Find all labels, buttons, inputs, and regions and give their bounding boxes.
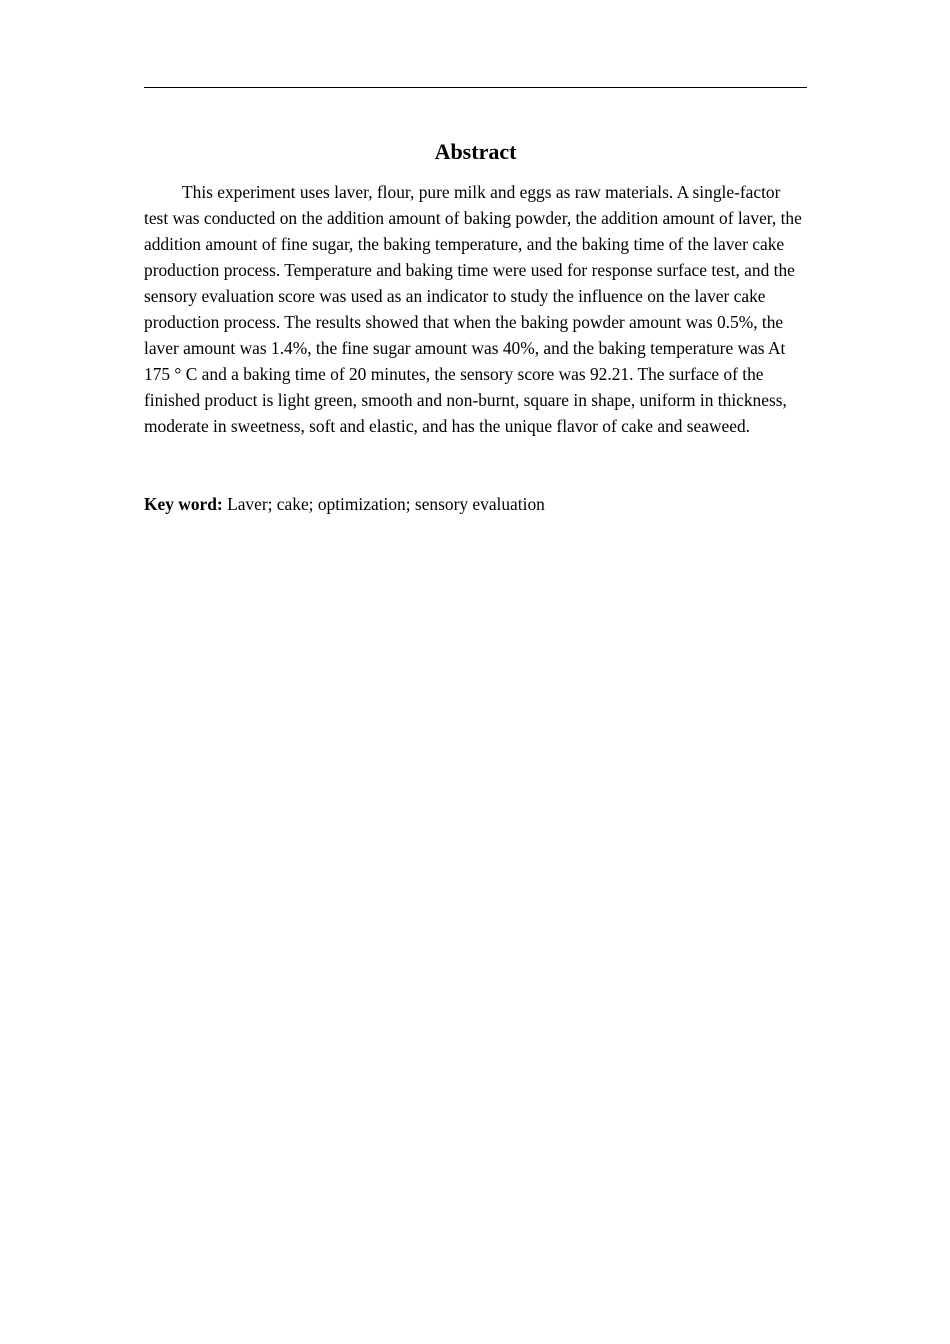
abstract-body: This experiment uses laver, flour, pure milk and eggs as raw materials. A single-factor test was conducted on the addition amount of baking powder, the addition amount of laver, the addition amount of fine sugar, the baking temperature, and the baking time of the laver cake production process. Temperature and baking time were used for response surface test, and the sensory evaluation score was used as an indicator to study the influence on the laver cake production process. The results showed that when the baking powder amount was 0.5%, the laver amount was 1.4%, the fine sugar amount was 40%, and the baking temperature was At 175 ° C and a baking time of 20 minutes, the sensory score was 92.21. The surface of the finished product is light green, smooth and non-burnt, square in shape, uniform in thickness, moderate in sweetness, soft and elastic, and has the unique flavor of cake and seaweed. (144, 182, 802, 436)
keywords-line (144, 491, 807, 517)
header-rule (144, 87, 807, 88)
keywords-value: Laver; cake; optimization; sensory evaluation (222, 494, 545, 514)
abstract-title: Abstract (434, 139, 517, 164)
keywords-label: Key word: (144, 494, 223, 514)
